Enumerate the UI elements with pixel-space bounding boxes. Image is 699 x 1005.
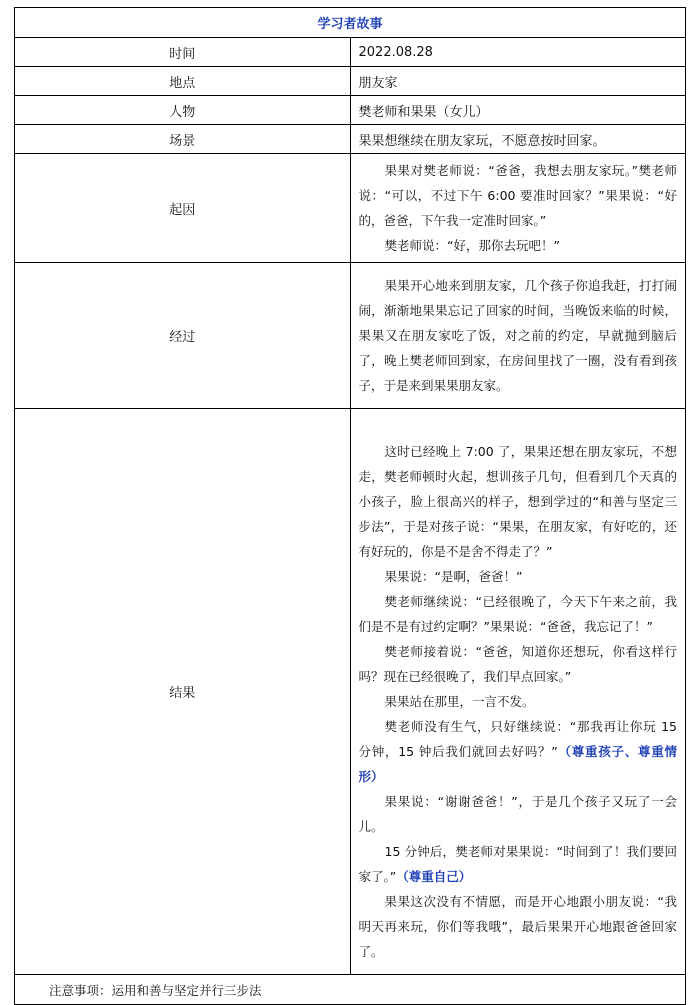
result-label: 结果 [15, 409, 351, 975]
story-table [14, 7, 686, 1005]
time-value: 2022.08.28 [350, 38, 686, 67]
people-value: 樊老师和果果（女儿） [350, 96, 686, 125]
scene-label: 场景 [15, 125, 351, 154]
place-value: 朋友家 [350, 67, 686, 96]
process-paragraph: 果果开心地来到朋友家，几个孩子你追我赶，打打闹闹，渐渐地果果忘记了回家的时间，当晚饭来临的时候，果果又在朋友家吃了饭，对之前的约定，早就抛到脑后了，晚上樊老师回到家，在房间里找了一圈，没有看到孩子，于是来到果果朋友家。 [358, 278, 677, 393]
place-label: 地点 [15, 67, 351, 96]
scene-value: 果果想继续在朋友家玩，不愿意按时回家。 [350, 125, 686, 154]
result-paragraph-9: 果果这次没有不情愿，而是开心地跟小朋友说：“我明天再来玩，你们等我哦”，最后果果开心地跟爸爸回家了。 [358, 894, 677, 959]
title-row [15, 8, 686, 38]
place-row [15, 67, 686, 96]
respect-self-note: （尊重自己） [396, 869, 472, 884]
result-paragraph-8 [359, 839, 678, 889]
time-label: 时间 [15, 38, 351, 67]
result-paragraph-2: 果果说：“是啊，爸爸！” [384, 569, 523, 584]
people-row [15, 96, 686, 125]
cause-row [15, 154, 686, 263]
result-paragraph-6 [359, 714, 678, 789]
cause-label: 起因 [15, 154, 351, 263]
respect-child-note: （尊重孩子、尊重情形） [358, 744, 677, 784]
table-title: 学习者故事 [15, 8, 686, 38]
process-cell [350, 263, 686, 409]
result-paragraph-5: 果果站在那里，一言不发。 [384, 694, 535, 709]
people-label: 人物 [15, 96, 351, 125]
note-row [15, 975, 686, 1005]
result-paragraph-1: 这时已经晚上 7:00 了，果果还想在朋友家玩，不想走，樊老师顿时火起，想训孩子几句，但看到几个天真的小孩子，脸上很高兴的样子，想到学过的“和善与坚定三步法”，于是对孩子说：“果果，在朋友家，有好吃的，还有好玩的，你是不是舍不得走了？” [358, 444, 677, 559]
cause-paragraph-1: 果果对樊老师说：“爸爸，我想去朋友家玩。”樊老师说：“可以，不过下午 6:00 要准时回家？”果果说：“好的，爸爸，下午我一定准时回家。” [358, 163, 677, 228]
scene-row [15, 125, 686, 154]
cause-cell [350, 154, 686, 263]
result-paragraph-7: 果果说：“谢谢爸爸！”，于是几个孩子又玩了一会儿。 [358, 794, 677, 834]
process-label: 经过 [15, 263, 351, 409]
note-text: 注意事项：运用和善与坚定并行三步法 [15, 975, 686, 1005]
process-row [15, 263, 686, 409]
result-paragraph-6-text: 樊老师没有生气，只好继续说：“那我再让你玩 15 分钟，15 钟后我们就回去好吗？” [358, 719, 677, 759]
result-paragraph-8-text: 15 分钟后，樊老师对果果说：“时间到了！我们要回家了。” [358, 844, 677, 884]
result-row [15, 409, 686, 975]
result-cell [350, 409, 686, 975]
result-paragraph-3: 樊老师继续说：“已经很晚了，今天下午来之前，我们是不是有过约定啊？”果果说：“爸爸，我忘记了！” [358, 594, 677, 634]
time-row [15, 38, 686, 67]
result-paragraph-4: 樊老师接着说：“爸爸，知道你还想玩，你看这样行吗？现在已经很晚了，我们早点回家。” [358, 644, 677, 684]
cause-paragraph-2: 樊老师说：“好，那你去玩吧！” [384, 238, 560, 253]
